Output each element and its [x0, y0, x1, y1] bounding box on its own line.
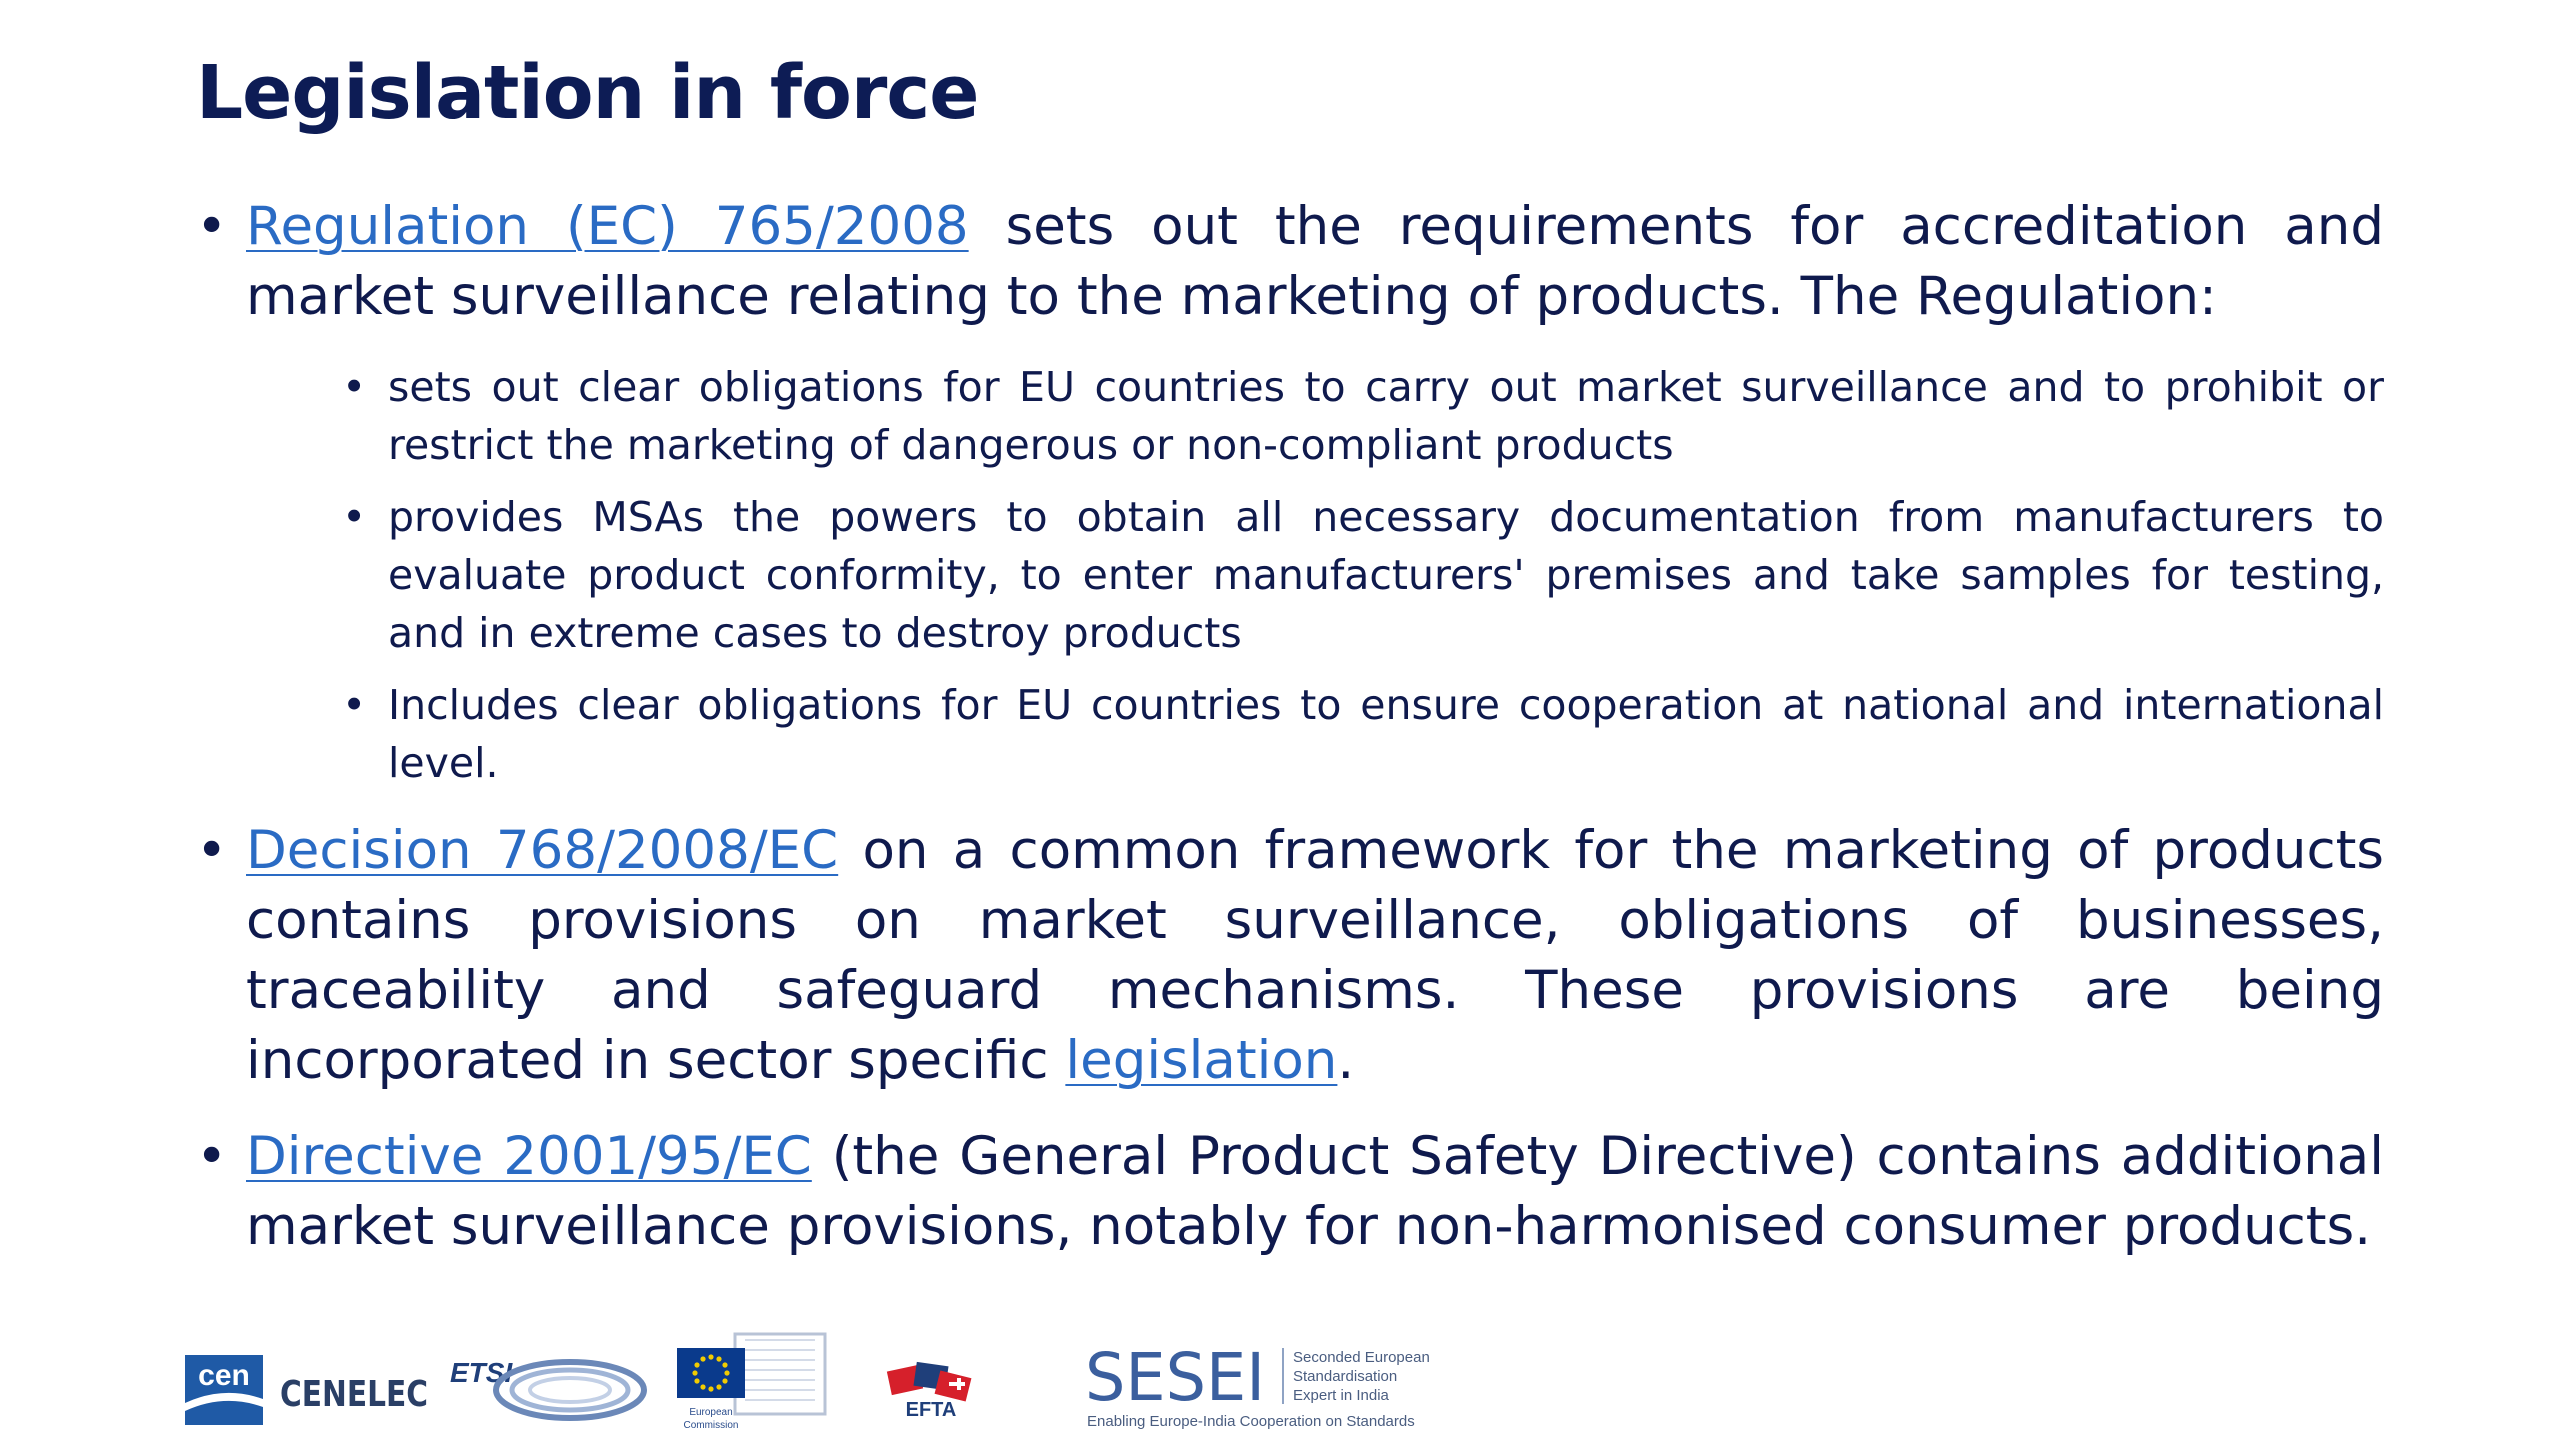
bullet-directive	[196, 1122, 2384, 1262]
sesei-desc-1: Seconded European	[1293, 1349, 1430, 1366]
sesei-desc-3: Expert in India	[1293, 1387, 1389, 1404]
sub-bullet: • sets out clear obligations for EU countries to carry out market surveillance and to prohibit or restrict the marketing of dangerous or non-compliant products	[342, 358, 2384, 474]
sub-bullet: • provides MSAs the powers to obtain all necessary documentation from manufacturers to evaluate product conformity, to enter manufacturers' premises and take samples for testing, and in extreme cases to destroy products	[342, 488, 2384, 662]
cenelec-label: CENELEC	[280, 1374, 428, 1415]
ec-label-2: Commission	[683, 1420, 739, 1431]
bullet-text: (the General Product Safety Directive) contains additional market surveillance provisions, notably for non-harmonised consumer products.	[246, 1126, 2384, 1257]
sesei-tagline: Enabling Europe-India Cooperation on Standards	[1087, 1413, 1415, 1430]
etsi-label: ETSI	[450, 1357, 513, 1388]
cen-label: cen	[198, 1359, 250, 1392]
bullet-text: sets out the requirements for accreditation and market surveillance relating to the marketing of products. The Regulation:	[246, 196, 2384, 327]
partner-logos	[180, 1330, 1510, 1440]
slide-title: Legislation in force	[196, 50, 979, 136]
bullet-decision	[196, 816, 2384, 1096]
cen-logo	[185, 1355, 263, 1425]
decision-link[interactable]: Decision 768/2008/EC	[246, 820, 839, 881]
bullet-text: on a common framework for the marketing of products contains provisions on market surveillance, obligations of businesses, traceability and safeguard mechanisms. These provisions are being incorporated in sector specific	[246, 820, 2385, 1091]
etsi-logo	[448, 1352, 648, 1426]
sesei-label: SESEI	[1085, 1339, 1265, 1416]
directive-link[interactable]: Directive 2001/95/EC	[246, 1126, 812, 1187]
efta-logo	[885, 1360, 977, 1424]
cenelec-logo	[280, 1364, 430, 1420]
slide-content	[196, 192, 2384, 1288]
sub-bullet: • Includes clear obligations for EU countries to ensure cooperation at national and international level.	[342, 676, 2384, 792]
regulation-link[interactable]: Regulation (EC) 765/2008	[246, 196, 969, 257]
regulation-subitems	[196, 358, 2384, 792]
sesei-logo	[1083, 1340, 1503, 1436]
bullet-regulation	[196, 192, 2384, 332]
bullet-text-end: .	[1337, 1030, 1355, 1091]
efta-label: EFTA	[905, 1399, 957, 1421]
legislation-link[interactable]: legislation	[1065, 1030, 1338, 1091]
ec-label-1: European	[689, 1407, 733, 1418]
sesei-desc-2: Standardisation	[1293, 1368, 1398, 1385]
european-commission-logo	[675, 1330, 835, 1440]
